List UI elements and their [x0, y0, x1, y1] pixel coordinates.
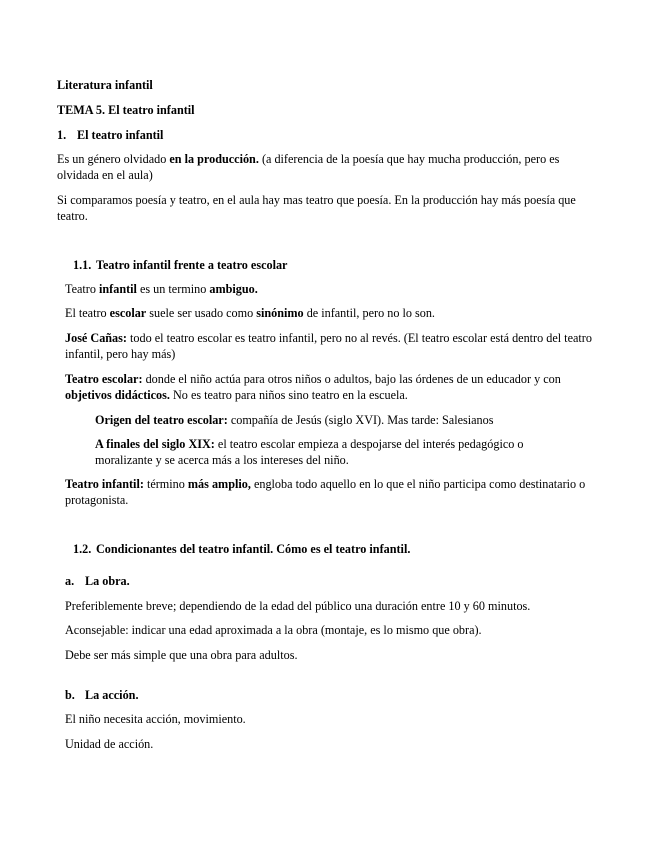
subsection-a-heading	[65, 573, 601, 589]
section-number: 1.	[57, 128, 67, 142]
paragraph	[65, 281, 601, 297]
text: todo el teatro escolar es teatro infantil, pero no al revés. (El teatro escolar está dentro del teatro infantil, pero hay más)	[65, 331, 592, 361]
text: Teatro	[65, 282, 99, 296]
text: es un termino	[136, 282, 210, 296]
text: engloba todo aquello en lo que el niño participa como destinatario o protagonista.	[65, 477, 586, 507]
section-title: La obra.	[85, 574, 130, 588]
section-number: b.	[65, 688, 75, 702]
text: suele ser usado como	[146, 306, 257, 320]
paragraph: Aconsejable: indicar una edad aproximada a la obra (montaje, es lo mismo que obra).	[65, 623, 482, 637]
paragraph: Si comparamos poesía y teatro, en el aula hay mas teatro que poesía. En la producción hay más poesía que teatro.	[57, 193, 576, 223]
bold-text: Teatro infantil:	[65, 477, 144, 491]
text: El teatro	[65, 306, 110, 320]
paragraph	[65, 330, 601, 362]
bold-text: sinónimo	[256, 306, 304, 320]
paragraph	[57, 151, 597, 183]
text: término	[143, 477, 188, 491]
bold-text: en la producción.	[169, 152, 259, 166]
bold-text: más amplio,	[187, 477, 251, 491]
bold-text: escolar	[109, 306, 147, 320]
section-number: 1.1.	[73, 258, 92, 272]
text: de infantil, pero no lo son.	[303, 306, 435, 320]
section-1-1-heading	[73, 257, 593, 273]
section-title: Condicionantes del teatro infantil. Cómo es el teatro infantil.	[96, 542, 411, 556]
paragraph	[65, 305, 601, 321]
bold-text: ambiguo.	[209, 282, 258, 296]
paragraph: Preferiblemente breve; dependiendo de la edad del público una duración entre 10 y 60 minutos.	[65, 599, 531, 613]
paragraph: Debe ser más simple que una obra para adultos.	[65, 648, 298, 662]
section-title: La acción.	[85, 688, 139, 702]
section-1-2-heading	[73, 541, 593, 557]
text: Es un género olvidado	[57, 152, 170, 166]
paragraph: Unidad de acción.	[65, 737, 154, 751]
section-1-heading	[57, 127, 597, 143]
bold-text: José Cañas:	[65, 331, 127, 345]
paragraph	[65, 476, 601, 508]
section-title: El teatro infantil	[77, 128, 164, 142]
bold-text: objetivos didácticos.	[65, 388, 170, 402]
paragraph-indented	[95, 436, 565, 468]
section-number: 1.2.	[73, 542, 92, 556]
subsection-b-heading	[65, 687, 601, 703]
text: donde el niño actúa para otros niños o adultos, bajo las órdenes de un educador y con	[142, 372, 561, 386]
bold-text: Teatro escolar:	[65, 372, 143, 386]
bold-text: A finales del siglo XIX:	[95, 437, 215, 451]
paragraph-indented	[95, 412, 565, 428]
bold-text: infantil	[99, 282, 137, 296]
paragraph: El niño necesita acción, movimiento.	[65, 712, 246, 726]
section-number: a.	[65, 574, 75, 588]
text: (a diferencia de la poesía que hay mucha producción, pero es olvidada en el aula)	[57, 152, 560, 182]
text: No es teatro para niños sino teatro en la escuela.	[169, 388, 408, 402]
text: el teatro escolar empieza a despojarse del interés pedagógico o moralizante y se acerca más a los intereses del niño.	[95, 437, 524, 467]
section-title: Teatro infantil frente a teatro escolar	[96, 258, 288, 272]
bold-text: Origen del teatro escolar:	[95, 413, 228, 427]
paragraph	[65, 371, 601, 403]
tema-title: TEMA 5. El teatro infantil	[57, 103, 195, 117]
course-title: Literatura infantil	[57, 78, 153, 92]
text: compañía de Jesús (siglo XVI). Mas tarde: Salesianos	[227, 413, 494, 427]
